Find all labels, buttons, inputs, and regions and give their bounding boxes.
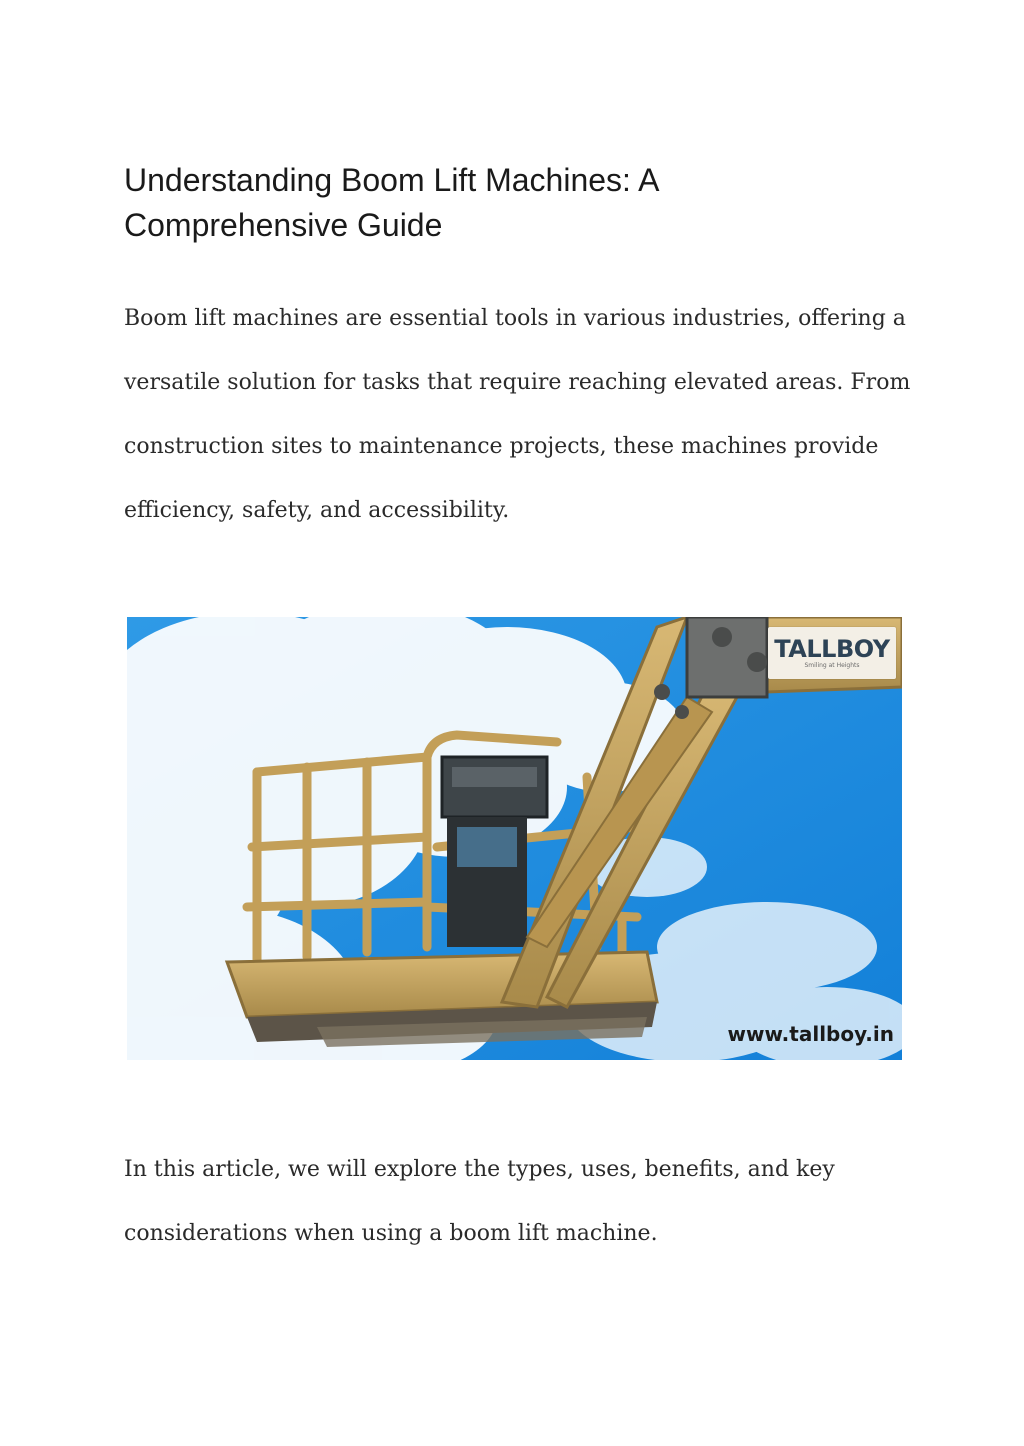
website-watermark: www.tallboy.in [727,1022,894,1046]
logo-word: TALLBOY [774,634,890,663]
outro-paragraph: In this article, we will explore the types, uses, benefits, and key considerations when using a boom lift machine. [124,1157,835,1246]
intro-paragraph: Boom lift machines are essential tools in various industries, offering a versatile solution for tasks that require reaching elevated areas. From construction sites to maintenance projects, these machines provide efficiency, safety, and accessibility. [124,306,911,523]
basket-floor [227,952,657,1047]
tallboy-logo [768,627,896,679]
page-title: Understanding Boom Lift Machines: A Comprehensive Guide [124,162,658,243]
boom-lift-photo [127,617,902,1060]
logo-tagline: Smiling at Heights [804,661,860,669]
boom-lift-illustration [127,617,902,1060]
